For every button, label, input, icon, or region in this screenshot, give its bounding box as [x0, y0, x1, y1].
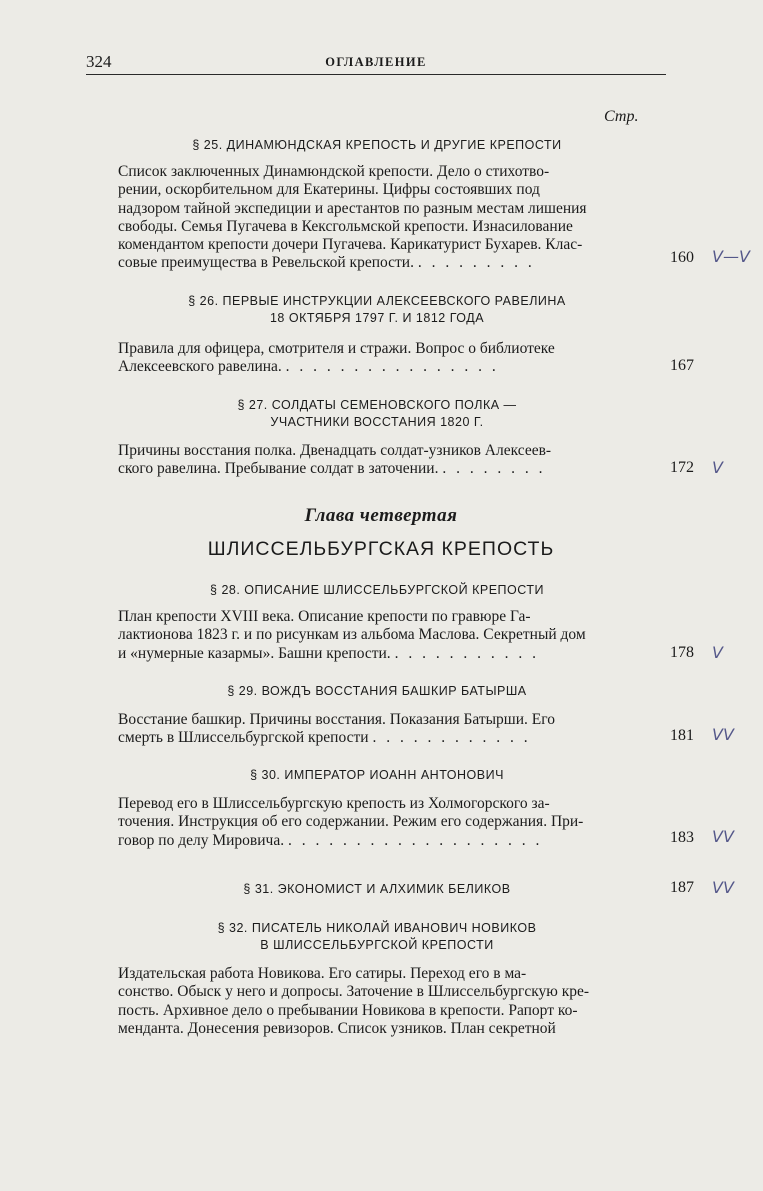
section-heading: § 29. ВОЖДЪ ВОССТАНИЯ БАШКИР БАТЫРША [227, 684, 527, 698]
section-heading: § 32. ПИСАТЕЛЬ НИКОЛАЙ ИВАНОВИЧ НОВИКОВ В ШЛИССЕЛЬБУРГСКОЙ КРЕПОСТИ [217, 921, 537, 952]
page-reference: 167 [670, 357, 694, 374]
section-heading: § 31. ЭКОНОМИСТ И АЛХИМИК БЕЛИКОВ [243, 882, 511, 896]
page-number: 324 [86, 52, 112, 71]
page-column-label: Стр. [604, 108, 639, 125]
handwritten-checkmark: VV [712, 725, 734, 744]
chapter-label: Глава четвертая [304, 505, 458, 526]
handwritten-checkmark: VV [712, 878, 734, 897]
running-title: ОГЛАВЛЕНИЕ [325, 55, 427, 69]
section-heading: § 27. СОЛДАТЫ СЕМЕНОВСКОГО ПОЛКА — УЧАСТНИКИ ВОССТАНИЯ 1820 Г. [237, 398, 517, 429]
handwritten-checkmark: V [712, 643, 723, 662]
page-header [86, 50, 666, 75]
section-summary: Восстание башкир. Причины восстания. Показания Батырши. Его смерть в Шлиссельбургской крепости . . . . . . . . . . . . [118, 711, 555, 747]
chapter-title: ШЛИССЕЛЬБУРГСКАЯ КРЕПОСТЬ [207, 538, 555, 560]
section-summary: Список заключенных Динамюндской крепости. Дело о стихотво- рении, оскорбительном для Екатерины. Цифры состоявших под надзором тайной экспедиции и арестантов по разным местам лишения свободы. Семья Пугачева в Кексгольмской крепости. Изнасилование комендантом крепости дочери Пугачева. Карикатурист Бухарев. Клас- совые преимущества в Ревельской крепости. . . . . . . . . . [118, 163, 587, 272]
handwritten-checkmark: V—V [712, 247, 750, 266]
handwritten-checkmark: V [712, 458, 723, 477]
page-reference: 178 [670, 644, 694, 661]
section-summary: Причины восстания полка. Двенадцать солдат-узников Алексеев- ского равелина. Пребывание солдат в заточении. . . . . . . . . [118, 442, 552, 478]
page-reference: 183 [670, 829, 694, 846]
page-reference: 187 [670, 879, 694, 896]
handwritten-checkmark: VV [712, 827, 734, 846]
page-reference: 181 [670, 727, 694, 744]
section-summary: План крепости XVIII века. Описание крепости по гравюре Га- лактионова 1823 г. и по рисункам из альбома Маслова. Секретный дом и «нумерные казармы». Башни крепости. . . . . . . . . . . . [118, 608, 586, 662]
section-summary: Правила для офицера, смотрителя и стражи. Вопрос о библиотеке Алексеевского равелина. . . . . . . . . . . . . . . . . [118, 340, 555, 376]
section-summary: Перевод его в Шлиссельбургскую крепость из Холмогорского за- точения. Инструкция об его содержании. Режим его содержания. При- говор по делу Мировича. . . . . . . . . . . . . . . . . . . . [118, 795, 584, 849]
section-heading: § 26. ПЕРВЫЕ ИНСТРУКЦИИ АЛЕКСЕЕВСКОГО РАВЕЛИНА 18 ОКТЯБРЯ 1797 Г. И 1812 ГОДА [188, 294, 566, 325]
page-reference: 172 [670, 459, 694, 476]
page-reference: 160 [670, 249, 694, 266]
section-heading: § 28. ОПИСАНИЕ ШЛИССЕЛЬБУРГСКОЙ КРЕПОСТИ [210, 583, 544, 597]
section-heading: § 25. ДИНАМЮНДСКАЯ КРЕПОСТЬ И ДРУГИЕ КРЕПОСТИ [192, 138, 562, 152]
section-summary: Издательская работа Новикова. Его сатиры. Переход его в ма- сонство. Обыск у него и допросы. Заточение в Шлиссельбургскую кре- пость. Архивное дело о пребывании Новикова в крепости. Рапорт ко- менданта. Донесения ревизоров. Список узников. План секретной [118, 965, 590, 1037]
section-heading: § 30. ИМПЕРАТОР ИОАНН АНТОНОВИЧ [250, 768, 504, 782]
